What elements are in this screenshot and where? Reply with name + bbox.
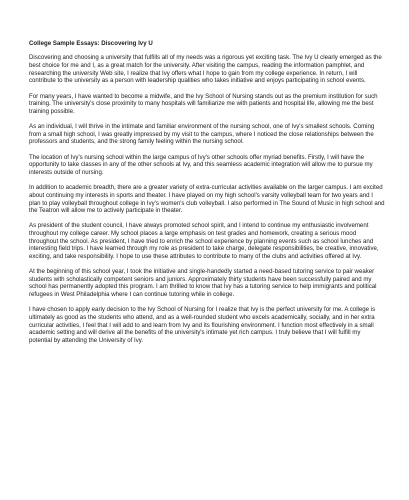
paragraph-6: As president of the student council, I have always promoted school spirit, and I intend to continue my enthusiastic involvement throughout my college career. My school places a large emphasis on test grades and homework, creating a serious mood throughout the school. As president, I have tried to enrich the school experience by planning events such as school lunches and interesting field trips. I have learned through my role as president to take charge, delegate responsibilities, be creative, innovative, exciting, and take responsibility. I hope to use these attributes to contribute to many of the clubs and activities offered at Ivy. [29,222,379,260]
paragraph-1: Discovering and choosing a university that fulfills all of my needs was a rigorous yet exciting task. The Ivy U clearly emerged as the best choice for me and I, as a great match for the university. After visiting the campus, reading the information pamphlet, and researching the university Web site, I realize that Ivy offers what I hope to gain from my college experience. In return, I will contribute to the university as a person with leadership qualities who takes initiative and enjoys participating in school events. [29,54,382,85]
document-title: College Sample Essays: Discovering Ivy U [29,40,153,47]
paragraph-3: As an individual, I will thrive in the intimate and familiar environment of the nursing school, one of Ivy's smallest schools. Coming from a small high school, I was greatly impressed by my visit to the campus, where I noticed the close relationships between the professors and students, and the strong family feeling within the nursing school. [29,123,375,146]
paragraph-8: I have chosen to apply early decision to the Ivy School of Nursing for I realize that Ivy is the perfect university for me. A college is ultimately as good as the students who attend, and as a well-rounded student who excels academically, socially, and in her extra curricular activities, I feel that I will add to and learn from Ivy and its flourishing environment. I function most effectively in a small academic setting and will derive all the benefits of the university's intimate yet rich campus. I truly believe that I will fulfill my potential by attending the University of Ivy. [29,306,376,344]
paragraph-5: In addition to academic breadth, there are a greater variety of extra-curricular activities available on the larger campus. I am excited about continuing my interests in sports and theater. I have played on my high school's varsity volleyball team for two years and I plan to play volleyball throughout college in Ivy's women's club volleyball. I also performed in The Sound of Music in high school and the Teatron will allow me to actively participate in theater. [29,184,385,215]
paragraph-2: For many years, I have wanted to become a midwife, and the Ivy School of Nursing stands out as the premium institution for such training. The university's close proximity to many hospitals will familiarize me with patients and hospital life, allowing me the best training possible. [29,92,378,115]
paragraph-4: The location of Ivy's nursing school within the large campus of Ivy's other schools offer myriad benefits. Firstly, I will have the opportunity to take classes in any of the other schools at Ivy, and this seamless academic integration will allow me to pursue my interests outside of nursing. [29,153,373,176]
paragraph-7: At the beginning of this school year, I took the initiative and single-handedly started a need-based tutoring service to pair weaker students with scholastically competent seniors and juniors. Approximately thirty students have been successfully paired and my school has permanently adopted this program. I am thrilled to know that Ivy has a tutoring service to help immigrants and political refugees in West Philadelphia where I can continue tutoring while in college. [29,268,377,299]
